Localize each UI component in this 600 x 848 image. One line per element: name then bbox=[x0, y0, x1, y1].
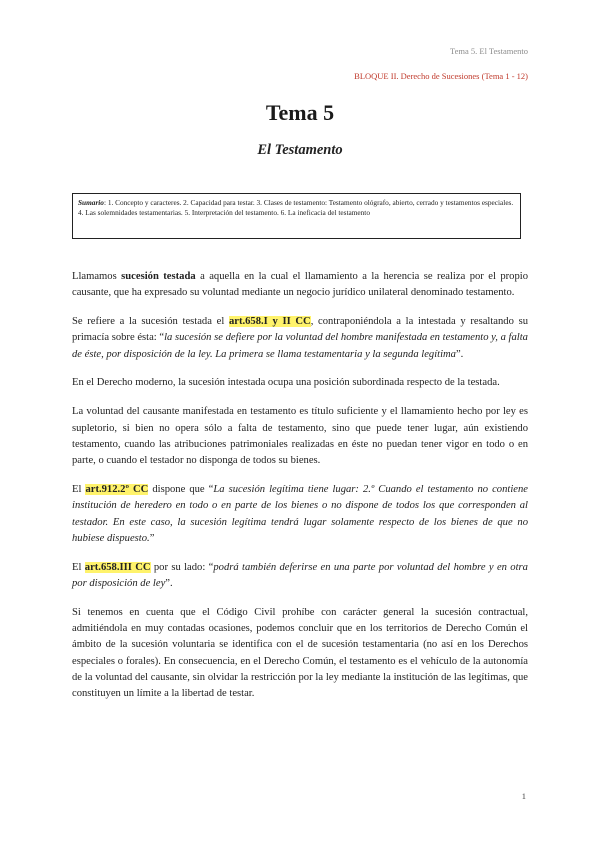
summary-label: Sumario bbox=[78, 198, 104, 207]
topic-subtitle: El Testamento bbox=[257, 142, 343, 158]
p1-text-a: Llamamos bbox=[72, 271, 122, 282]
p6-quote: podrá también deferirse en una parte por voluntad del hombre y en otra por disposición de ley bbox=[72, 561, 528, 589]
page-number: 1 bbox=[521, 791, 526, 801]
topic-title: Tema 5 bbox=[265, 100, 335, 125]
p2-text-b: , contraponiéndola a la intestada y resaltando su primacía sobre ésta: “ bbox=[72, 316, 528, 344]
p5-quote: La sucesión legítima tiene lugar: 2.º Cuando el testamento no contiene institución de heredero en todo o en parte de los bienes o no dispone de todos los que corresponden al testador. En este caso, la sucesión legítima tendrá lugar solamente respecto de los bienes de que no hubiese dispuesto. bbox=[72, 483, 528, 544]
p6-text-b: por su lado: “ bbox=[150, 561, 214, 573]
p2-quote: la sucesión se defiere por la voluntad del hombre manifestada en testamento y, a falta de éste, por disposición de la ley. La primera se llama testamentaria y la segunda legítima bbox=[72, 332, 528, 360]
paragraph-6 bbox=[72, 560, 528, 593]
main-text bbox=[72, 269, 528, 715]
p5-text-a: El bbox=[72, 483, 86, 495]
p5-text-b: dispone que “ bbox=[148, 483, 214, 495]
p1-term: sucesión testada bbox=[121, 271, 196, 282]
summary-text: : 1. Concepto y caracteres. 2. Capacidad para testar. 3. Clases de testamento: Testamento ológrafo, abierto, cerrado y testamentos especiales. 4. Las solemnidades testamentarias. 5. Interpretación del testamento. 6. La ineficacia del testamento bbox=[78, 198, 514, 218]
running-title: Tema 5. El Testamento bbox=[450, 46, 528, 56]
p2-text-a: Se refiere a la sucesión testada el bbox=[72, 316, 229, 328]
paragraph-1 bbox=[72, 269, 528, 302]
p2-text-c: ”. bbox=[455, 348, 464, 360]
article-reference: art.658.III CC bbox=[84, 561, 151, 573]
p5-text-c: ” bbox=[149, 532, 155, 544]
article-reference: art.912.2º CC bbox=[85, 483, 149, 495]
paragraph-7: Si tenemos en cuenta que el Código Civil prohíbe con carácter general la sucesión contractual, admitiéndola en muy contadas ocasiones, podemos concluir que en los territorios de Derecho Común el ámbito de la sucesión voluntaria se identifica con el de sucesión testamentaria (no así en los Derechos especiales o forales). En consecuencia, en el Derecho Común, el testamento es el vehículo de la autonomía de la voluntad del causante, sin olvidar la restricción por la ley mediante la institución de las legítimas, que constituyen un límite a la libertad de testar. bbox=[72, 606, 528, 700]
paragraph-5 bbox=[72, 482, 528, 547]
paragraph-3: En el Derecho moderno, la sucesión intestada ocupa una posición subordinada respecto de la testada. bbox=[72, 377, 500, 389]
paragraph-2 bbox=[72, 314, 528, 363]
p6-text-a: El bbox=[72, 561, 85, 573]
p6-text-c: ”. bbox=[165, 577, 173, 589]
p1-text-c: a aquella en la cual el llamamiento a la herencia se realiza por el propio causante, que ha expresado su voluntad mediante un negocio jurídico unilateral denominado testamento. bbox=[72, 271, 528, 299]
block-label: BLOQUE II. Derecho de Sucesiones (Tema 1 - 12) bbox=[354, 71, 528, 81]
article-reference: art.658.I y II CC bbox=[228, 316, 311, 328]
paragraph-4: La voluntad del causante manifestada en testamento es título suficiente y el llamamiento hecho por ley es supletorio, si bien no opera sólo a falta de testamento, sino que puede tener lugar, aún existiendo testamento, cuando las atribuciones patrimoniales realizadas en éste no puedan tener vigor en todo o en parte, o cuando el testador no disponga de todos su bienes. bbox=[72, 406, 528, 467]
summary-box bbox=[72, 193, 521, 239]
